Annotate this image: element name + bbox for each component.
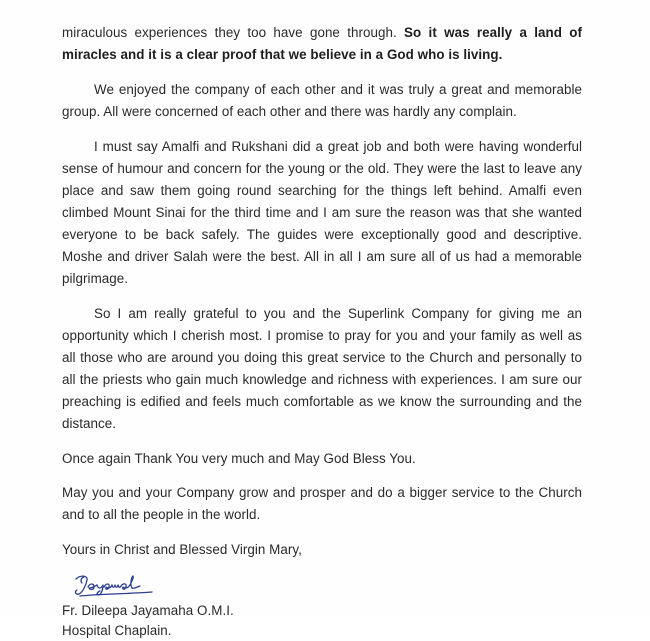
paragraph-thanks: Once again Thank You very much and May God Bless You. (62, 451, 416, 466)
paragraph-gratitude: So I am really grateful to you and the Superlink Company for giving me an opportunity which I cherish most. I promise to pray for you and your family as well as all those who are around you doing this great service to the Church and personally to all the priests who gain much knowledge and richness with experiences. I am sure our preaching is edified and feels much comfortable as we know the surrounding and the distance. (62, 306, 582, 431)
closing-line: Yours in Christ and Blessed Virgin Mary, (62, 542, 302, 557)
paragraph-miracles-bold-text: So it was really a land of miracles and it is a clear proof that we believe in a God who is living. (62, 25, 582, 62)
signature-block (62, 573, 582, 599)
paragraph-miracles (62, 22, 582, 66)
paragraph-company: We enjoyed the company of each other and it was truly a great and memorable group. All were concerned of each other and there was hardly any complain. (62, 82, 582, 119)
paragraph-miracles-text: miraculous experiences they too have gone through. (62, 25, 405, 40)
signer-name: Fr. Dileepa Jayamaha O.M.I. (62, 603, 234, 618)
signer-title: Hospital Chaplain. (62, 623, 172, 638)
letter-body (62, 22, 582, 641)
paragraph-organizers: I must say Amalfi and Rukshani did a great job and both were having wonderful sense of humour and concern for the young or the old. They were the last to leave any place and saw them going round searching for the things left behind. Amalfi even climbed Mount Sinai for the third time and I am sure the reason was that she wanted everyone to be back safely. The guides were exceptionally good and descriptive. Moshe and driver Salah were the best. All in all I am sure all of us had a memorable pilgrimage. (62, 139, 582, 286)
handwritten-signature (70, 573, 160, 599)
paragraph-blessing: May you and your Company grow and prosper and do a bigger service to the Church and to all the people in the world. (62, 485, 582, 522)
